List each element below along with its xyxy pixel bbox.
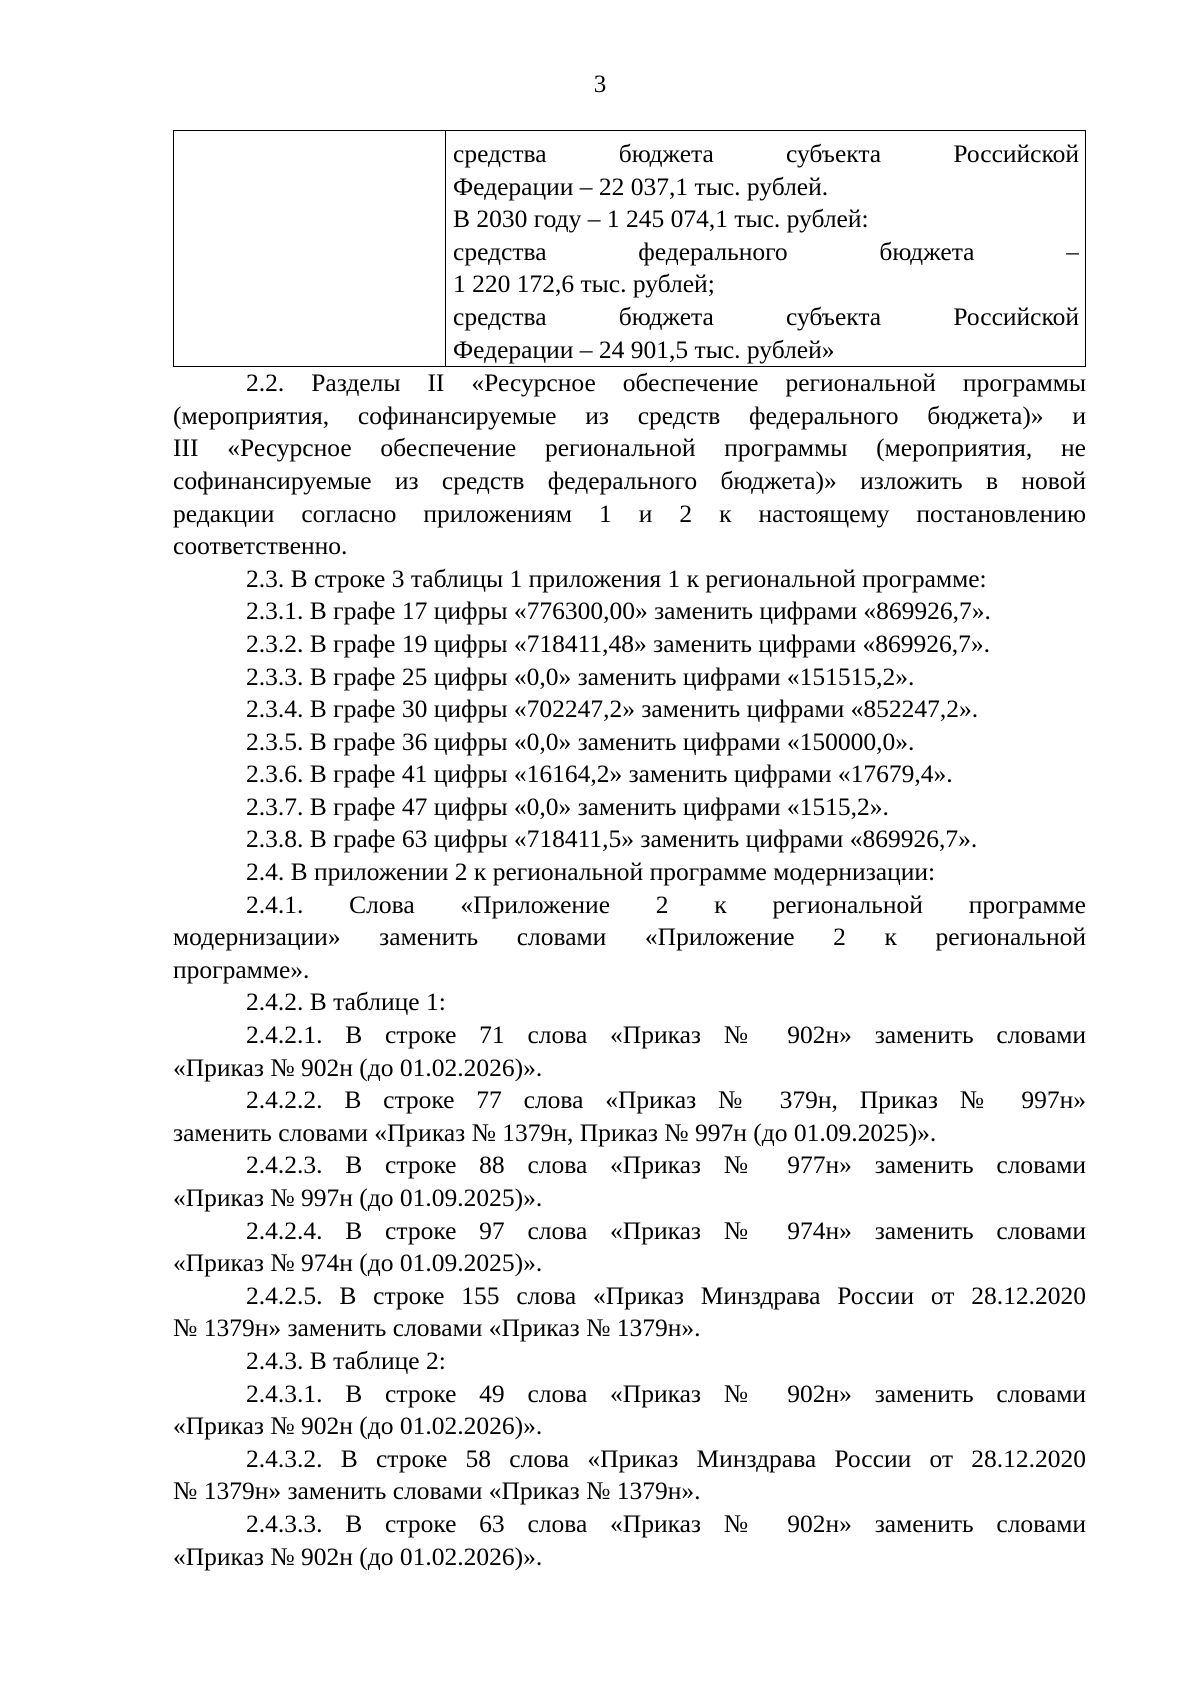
paragraph-line: 2.3.1. В графе 17 цифры «776300,00» заменить цифрами «869926,7». [246, 596, 991, 626]
paragraph [173, 791, 1086, 824]
paragraph-line: № 1379н» заменить словами «Приказ № 1379н». [173, 1476, 701, 1506]
cell-line: средства бюджета субъекта Российской [453, 139, 1079, 168]
cell-line: Федерации – 22 037,1 тыс. рублей. [453, 171, 829, 201]
paragraph-line: 2.4.1. Слова «Приложение 2 к региональной программе [246, 889, 1086, 919]
paragraph-line: 2.4.3. В таблице 2: [246, 1345, 446, 1375]
paragraph-line: 2.3.8. В графе 63 цифры «718411,5» заменить цифрами «869926,7». [246, 824, 978, 854]
paragraph-line: 2.4.2.1. В строке 71 слова «Приказ № 902н» заменить словами [246, 1020, 1086, 1050]
table-cell-empty [174, 131, 446, 367]
paragraph-line: заменить словами «Приказ № 1379н, Приказ № 997н (до 01.09.2025)». [173, 1117, 937, 1147]
paragraph-line: 2.3.6. В графе 41 цифры «16164,2» заменить цифрами «17679,4». [246, 759, 953, 789]
paragraph-line: 2.3.4. В графе 30 цифры «702247,2» заменить цифрами «852247,2». [246, 694, 979, 724]
paragraph-line: (мероприятия, софинансируемые из средств федерального бюджета)» и [173, 400, 1086, 430]
paragraph [173, 1345, 1086, 1378]
paragraph-line: № 1379н» заменить словами «Приказ № 1379н». [173, 1313, 701, 1343]
paragraph-line: 2.4.3.1. В строке 49 слова «Приказ № 902н» заменить словами [246, 1378, 1086, 1408]
paragraph-line: 2.4.2.2. В строке 77 слова «Приказ № 379н, Приказ № 997н» [246, 1085, 1086, 1115]
budget-table [173, 130, 1086, 367]
paragraph [173, 1378, 1086, 1443]
paragraph-line: 2.4.2.5. В строке 155 слова «Приказ Минздрава России от 28.12.2020 [246, 1280, 1086, 1310]
paragraph [173, 1084, 1086, 1149]
paragraph-line: 2.3.2. В графе 19 цифры «718411,48» заменить цифрами «869926,7». [246, 628, 990, 658]
cell-line: В 2030 году – 1 245 074,1 тыс. рублей: [453, 204, 869, 234]
paragraph-line: 2.4.2.4. В строке 97 слова «Приказ № 974н» заменить словами [246, 1215, 1086, 1245]
paragraphs [173, 367, 1086, 1573]
paragraph-line: «Приказ № 902н (до 01.02.2026)». [173, 1411, 543, 1441]
paragraph-line: 2.2. Разделы II «Ресурсное обеспечение региональной программы [246, 368, 1086, 398]
paragraph-line: 2.3.3. В графе 25 цифры «0,0» заменить цифрами «151515,2». [246, 661, 915, 691]
paragraph [173, 1280, 1086, 1345]
paragraph-line: 2.3.5. В графе 36 цифры «0,0» заменить цифрами «150000,0». [246, 726, 915, 756]
cell-line: средства федерального бюджета – [453, 236, 1079, 266]
paragraph [173, 661, 1086, 694]
paragraph-line: модернизации» заменить словами «Приложение 2 к региональной [173, 922, 1086, 952]
paragraph-line: 2.4.2. В таблице 1: [246, 987, 446, 1017]
cell-line: средства бюджета субъекта Российской [453, 301, 1079, 331]
paragraph-line: программе». [173, 954, 310, 984]
paragraph [173, 889, 1086, 987]
paragraph [173, 595, 1086, 628]
paragraph-line: «Приказ № 902н (до 01.02.2026)». [173, 1052, 543, 1082]
paragraph-line: 2.3.7. В графе 47 цифры «0,0» заменить цифрами «1515,2». [246, 791, 889, 821]
paragraph-line: 2.4. В приложении 2 к региональной программе модернизации: [246, 857, 936, 887]
paragraph-line: софинансируемые из средств федерального бюджета)» изложить в новой [173, 465, 1086, 495]
paragraph [173, 1149, 1086, 1214]
paragraph-line: «Приказ № 974н (до 01.09.2025)». [173, 1248, 543, 1278]
paragraph-line: III «Ресурсное обеспечение региональной программы (мероприятия, не [173, 433, 1086, 463]
paragraph [173, 693, 1086, 726]
paragraph [173, 563, 1086, 596]
document-body [173, 130, 1086, 1573]
paragraph [173, 628, 1086, 661]
paragraph [173, 726, 1086, 759]
paragraph-line: 2.3. В строке 3 таблицы 1 приложения 1 к региональной программе: [246, 563, 987, 593]
paragraph-line: 2.4.2.3. В строке 88 слова «Приказ № 977н» заменить словами [246, 1150, 1086, 1180]
paragraph-line: «Приказ № 902н (до 01.02.2026)». [173, 1541, 543, 1571]
paragraph [173, 986, 1086, 1019]
table-cell-funding [446, 131, 1086, 367]
paragraph [173, 1443, 1086, 1508]
paragraph-line: 2.4.3.3. В строке 63 слова «Приказ № 902н» заменить словами [246, 1508, 1086, 1538]
paragraph-line: «Приказ № 997н (до 01.09.2025)». [173, 1183, 543, 1212]
paragraph [173, 823, 1086, 856]
paragraph [173, 856, 1086, 889]
cell-line: Федерации – 24 901,5 тыс. рублей» [453, 334, 835, 364]
page-number: 3 [593, 71, 607, 98]
paragraph-line: 2.4.3.2. В строке 58 слова «Приказ Минздрава России от 28.12.2020 [246, 1443, 1086, 1473]
paragraph [173, 367, 1086, 563]
table-row [174, 131, 1086, 367]
paragraph-line: редакции согласно приложениям 1 и 2 к настоящему постановлению [173, 498, 1086, 528]
paragraph [173, 1215, 1086, 1280]
paragraph [173, 1019, 1086, 1084]
paragraph [173, 1508, 1086, 1573]
paragraph [173, 758, 1086, 791]
paragraph-line: соответственно. [173, 531, 348, 561]
cell-line: 1 220 172,6 тыс. рублей; [453, 269, 715, 299]
